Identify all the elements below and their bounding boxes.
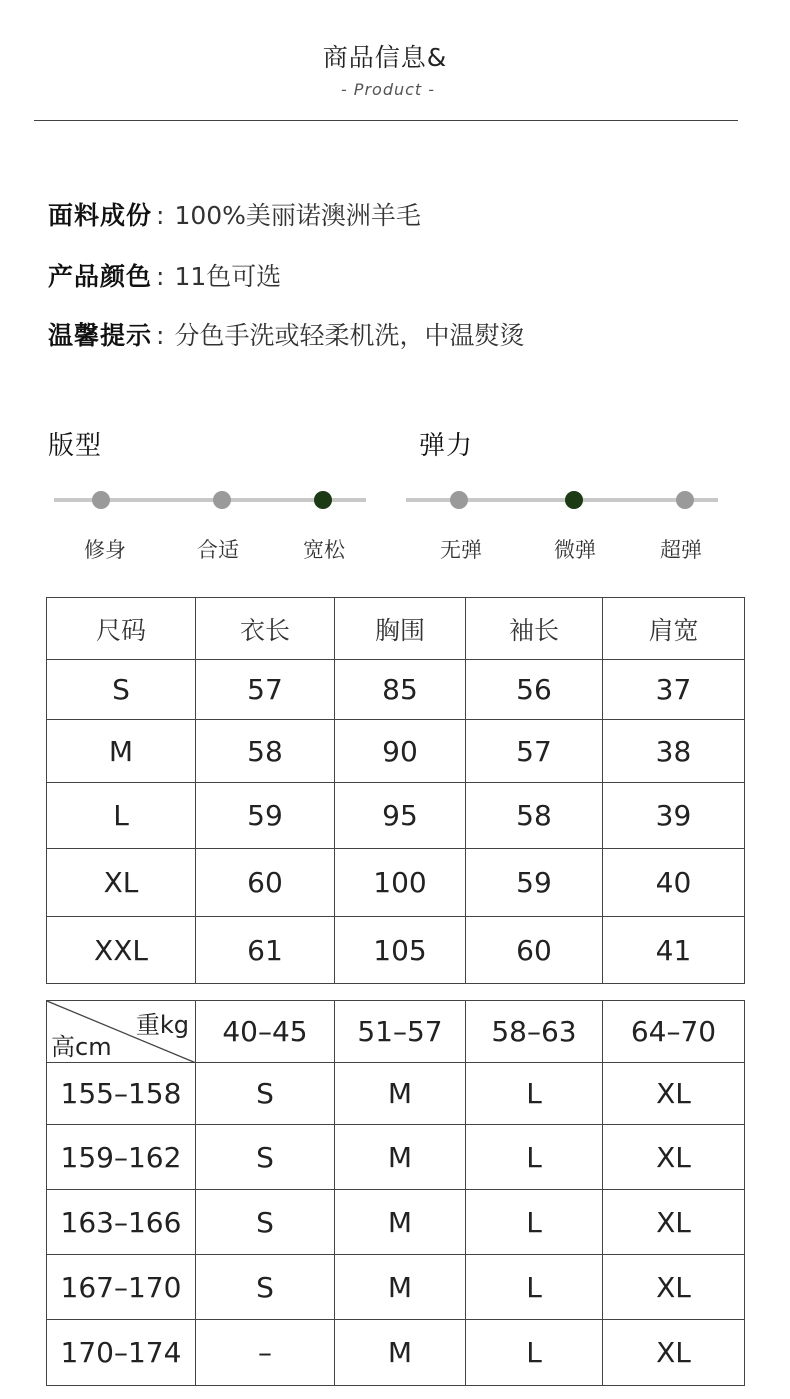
table-row bbox=[47, 720, 745, 783]
info-row-care bbox=[48, 316, 524, 352]
table-cell: 105 bbox=[335, 917, 466, 984]
table-cell: 58 bbox=[466, 783, 603, 849]
size-header-cell: 衣长 bbox=[196, 598, 335, 660]
table-cell: M bbox=[47, 720, 196, 783]
table-cell: 57 bbox=[466, 720, 603, 783]
table-row bbox=[47, 1125, 745, 1190]
info-value: 100%美丽诺澳洲羊毛 bbox=[174, 201, 421, 230]
table-cell: 85 bbox=[335, 660, 466, 720]
table-cell: 57 bbox=[196, 660, 335, 720]
height-cell: 155–158 bbox=[47, 1063, 196, 1125]
table-cell: 56 bbox=[466, 660, 603, 720]
table-cell: 41 bbox=[603, 917, 745, 984]
table-cell: M bbox=[335, 1125, 466, 1190]
info-label: 产品颜色 bbox=[48, 262, 153, 291]
elasticity-option-label: 超弹 bbox=[660, 538, 702, 562]
height-cell: 163–166 bbox=[47, 1190, 196, 1255]
height-axis-label: 高cm bbox=[51, 1033, 112, 1061]
elasticity-option-label: 无弹 bbox=[440, 538, 482, 562]
table-cell: 59 bbox=[466, 849, 603, 917]
elasticity-dot bbox=[676, 491, 694, 509]
table-cell: 100 bbox=[335, 849, 466, 917]
height-cell: 159–162 bbox=[47, 1125, 196, 1190]
size-header-cell: 尺码 bbox=[47, 598, 196, 660]
fit-dot bbox=[314, 491, 332, 509]
table-cell: M bbox=[335, 1063, 466, 1125]
height-cell: 170–174 bbox=[47, 1320, 196, 1386]
table-cell: 40 bbox=[603, 849, 745, 917]
table-cell: L bbox=[466, 1190, 603, 1255]
size-header-cell: 肩宽 bbox=[603, 598, 745, 660]
table-cell: S bbox=[196, 1255, 335, 1320]
table-row bbox=[47, 1320, 745, 1386]
info-row-color bbox=[48, 257, 281, 293]
elasticity-dot bbox=[450, 491, 468, 509]
info-label: 温馨提示 bbox=[48, 321, 153, 350]
elasticity-option-label: 微弹 bbox=[554, 538, 596, 562]
table-cell: XL bbox=[603, 1063, 745, 1125]
page-title: 商品信息& bbox=[322, 43, 448, 72]
table-cell: S bbox=[196, 1190, 335, 1255]
fit-option-label: 合适 bbox=[197, 538, 239, 562]
table-row bbox=[47, 1063, 745, 1125]
table-cell: XXL bbox=[47, 917, 196, 984]
table-row bbox=[47, 917, 745, 984]
table-cell: L bbox=[466, 1125, 603, 1190]
table-row bbox=[47, 783, 745, 849]
table-cell: 37 bbox=[603, 660, 745, 720]
table-cell: M bbox=[335, 1320, 466, 1386]
table-row bbox=[47, 1255, 745, 1320]
page-subtitle: - Product - bbox=[340, 80, 436, 99]
fit-option-label: 修身 bbox=[84, 538, 126, 562]
table-cell: M bbox=[335, 1255, 466, 1320]
table-cell: 59 bbox=[196, 783, 335, 849]
table-row bbox=[47, 1190, 745, 1255]
size-table-header bbox=[47, 598, 745, 660]
table-cell: 39 bbox=[603, 783, 745, 849]
table-row bbox=[47, 849, 745, 917]
info-colon: : bbox=[156, 262, 165, 291]
fit-option-label: 宽松 bbox=[303, 538, 345, 562]
table-cell: – bbox=[196, 1320, 335, 1386]
elasticity-title: 弹力 bbox=[419, 431, 474, 461]
table-cell: S bbox=[47, 660, 196, 720]
table-cell: XL bbox=[47, 849, 196, 917]
table-cell: 58 bbox=[196, 720, 335, 783]
table-cell: S bbox=[196, 1125, 335, 1190]
corner-header-cell bbox=[47, 1001, 196, 1063]
fit-dot bbox=[213, 491, 231, 509]
table-row bbox=[47, 660, 745, 720]
table-cell: 60 bbox=[466, 917, 603, 984]
table-cell: 90 bbox=[335, 720, 466, 783]
recommend-table-header bbox=[47, 1001, 745, 1063]
size-table bbox=[46, 597, 745, 984]
table-cell: XL bbox=[603, 1125, 745, 1190]
table-cell: XL bbox=[603, 1190, 745, 1255]
weight-header-cell: 58–63 bbox=[466, 1001, 603, 1063]
height-cell: 167–170 bbox=[47, 1255, 196, 1320]
table-cell: M bbox=[335, 1190, 466, 1255]
table-cell: 95 bbox=[335, 783, 466, 849]
table-cell: 61 bbox=[196, 917, 335, 984]
info-value: 分色手洗或轻柔机洗，中温熨烫 bbox=[174, 321, 525, 350]
table-cell: L bbox=[466, 1063, 603, 1125]
info-colon: : bbox=[156, 201, 165, 230]
table-cell: XL bbox=[603, 1320, 745, 1386]
header-divider bbox=[34, 120, 738, 121]
table-cell: 38 bbox=[603, 720, 745, 783]
info-value: 11色可选 bbox=[174, 262, 282, 291]
size-recommend-table bbox=[46, 1000, 745, 1386]
table-cell: L bbox=[466, 1320, 603, 1386]
size-header-cell: 胸围 bbox=[335, 598, 466, 660]
fit-title: 版型 bbox=[48, 431, 103, 461]
table-cell: XL bbox=[603, 1255, 745, 1320]
table-cell: L bbox=[47, 783, 196, 849]
table-cell: S bbox=[196, 1063, 335, 1125]
weight-header-cell: 40–45 bbox=[196, 1001, 335, 1063]
weight-header-cell: 64–70 bbox=[603, 1001, 745, 1063]
info-label: 面料成份 bbox=[48, 201, 153, 230]
table-cell: L bbox=[466, 1255, 603, 1320]
info-colon: : bbox=[156, 321, 165, 350]
elasticity-dot bbox=[565, 491, 583, 509]
size-header-cell: 袖长 bbox=[466, 598, 603, 660]
weight-header-cell: 51–57 bbox=[335, 1001, 466, 1063]
fit-dot bbox=[92, 491, 110, 509]
table-cell: 60 bbox=[196, 849, 335, 917]
weight-axis-label: 重kg bbox=[135, 1011, 189, 1039]
info-row-fabric bbox=[48, 196, 421, 232]
